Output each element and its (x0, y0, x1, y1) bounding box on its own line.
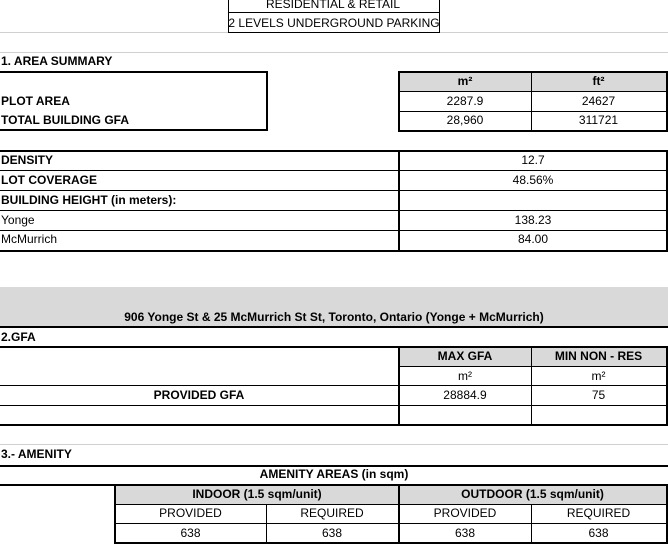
density-value: 12.7 (521, 153, 545, 167)
plot-area-label: PLOT AREA (1, 94, 70, 108)
gfa-unit-m2-b: m² (591, 369, 606, 383)
plot-area-ft2: 24627 (581, 94, 616, 108)
outdoor-required-value: 638 (588, 526, 609, 540)
mcmurrich-height-value: 84.00 (517, 232, 549, 246)
project-address: 906 Yonge St & 25 McMurrich St St, Toronto, Ontario (Yonge + McMurrich) (124, 310, 544, 324)
provided-max-gfa: 28884.9 (443, 388, 487, 402)
outdoor-header: OUTDOOR (1.5 sqm/unit) (461, 487, 604, 501)
indoor-provided-value: 638 (180, 526, 201, 540)
plot-area-m2: 2287.9 (446, 94, 484, 108)
provided-min-non-res: 75 (591, 388, 606, 402)
amenity-areas-header: AMENITY AREAS (in sqm) (259, 467, 409, 481)
gfa-title: 2.GFA (1, 330, 36, 344)
unit-m2-header: m² (457, 74, 473, 88)
indoor-required-value: 638 (321, 526, 343, 540)
outdoor-provided-header: PROVIDED (433, 506, 497, 520)
total-gfa-m2: 28,960 (446, 113, 484, 127)
outdoor-provided-value: 638 (454, 526, 476, 540)
indoor-header: INDOOR (1.5 sqm/unit) (192, 487, 322, 501)
gfa-unit-m2-a: m² (458, 369, 472, 383)
yonge-label: Yonge (1, 213, 35, 227)
min-non-res-header: MIN NON - RES (554, 349, 643, 363)
lot-coverage-value: 48.56% (512, 173, 554, 187)
header-line-2: 2 LEVELS UNDERGROUND PARKING (228, 16, 440, 30)
total-gfa-ft2: 311721 (578, 113, 619, 127)
max-gfa-header: MAX GFA (437, 349, 493, 363)
amenity-title: 3.- AMENITY (1, 447, 72, 461)
indoor-provided-header: PROVIDED (159, 506, 222, 520)
building-height-label: BUILDING HEIGHT (in meters): (1, 193, 177, 207)
outdoor-required-header: REQUIRED (566, 506, 631, 520)
lot-coverage-label: LOT COVERAGE (1, 173, 98, 187)
density-label: DENSITY (1, 153, 54, 167)
unit-ft2-header: ft² (592, 74, 605, 88)
yonge-height-value: 138.23 (514, 213, 552, 227)
mcmurrich-label: McMurrich (1, 232, 57, 246)
indoor-required-header: REQUIRED (300, 506, 364, 520)
total-gfa-label: TOTAL BUILDING GFA (1, 113, 129, 127)
area-summary-title: 1. AREA SUMMARY (1, 54, 113, 68)
header-line-1: RESIDENTIAL & RETAIL (265, 0, 401, 11)
provided-gfa-label: PROVIDED GFA (153, 388, 245, 402)
